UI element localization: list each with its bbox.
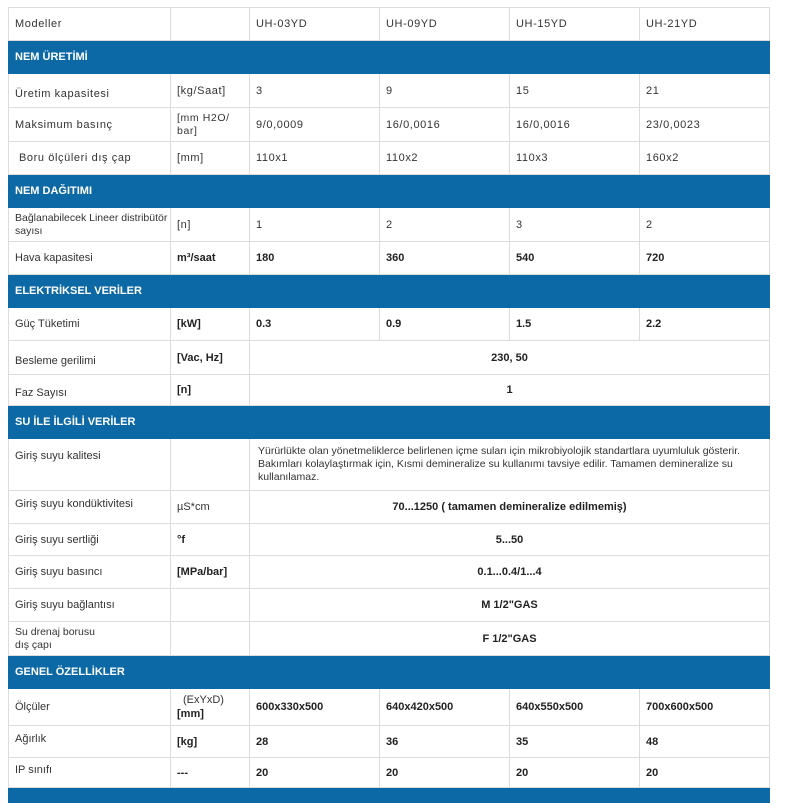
section-footer-bar xyxy=(9,788,770,803)
row-value: 48 xyxy=(640,726,770,758)
table-row xyxy=(9,726,770,758)
row-unit: °f xyxy=(171,524,250,556)
section-title: SU İLE İLGİLİ VERİLER xyxy=(9,406,770,439)
row-value: 9/0,0009 xyxy=(250,108,380,142)
table-row xyxy=(9,142,770,175)
table-row xyxy=(9,242,770,275)
row-unit: [kg/Saat] xyxy=(171,74,250,108)
section-header xyxy=(9,656,770,689)
row-value: 110x2 xyxy=(380,142,510,175)
table-row xyxy=(9,108,770,142)
row-label: IP sınıfı xyxy=(9,758,171,788)
merged-value: 0.1...0.4/1...4 xyxy=(250,556,770,589)
merged-value: 1 xyxy=(250,375,770,406)
row-unit: [n] xyxy=(171,208,250,242)
table-row xyxy=(9,556,770,589)
footer-bar xyxy=(9,788,770,803)
section-header xyxy=(9,175,770,208)
row-value: 16/0,0016 xyxy=(510,108,640,142)
header-row xyxy=(9,8,770,41)
table-row xyxy=(9,74,770,108)
row-unit: [mm] xyxy=(177,708,204,720)
row-label: Giriş suyu kalitesi xyxy=(9,439,171,491)
row-value: 20 xyxy=(510,758,640,788)
merged-value: F 1/2"GAS xyxy=(250,622,770,656)
row-value: 700x600x500 xyxy=(640,689,770,726)
spec-table xyxy=(8,7,770,803)
row-value: 0.3 xyxy=(250,308,380,341)
row-value: 28 xyxy=(250,726,380,758)
model-name: UH-21YD xyxy=(640,8,770,41)
table-row xyxy=(9,689,770,726)
row-value: 180 xyxy=(250,242,380,275)
row-value: 1 xyxy=(250,208,380,242)
model-name: UH-15YD xyxy=(510,8,640,41)
row-unit-top: (ExYxD) xyxy=(183,694,224,706)
row-unit: --- xyxy=(171,758,250,788)
table-row xyxy=(9,524,770,556)
row-value: 20 xyxy=(640,758,770,788)
row-label: Boru ölçüleri dış çap xyxy=(9,142,171,175)
row-label: Güç Tüketimi xyxy=(9,308,171,341)
row-label: Besleme gerilimi xyxy=(9,341,171,375)
row-unit xyxy=(171,439,250,491)
row-value: 23/0,0023 xyxy=(640,108,770,142)
table-row xyxy=(9,758,770,788)
row-unit: [n] xyxy=(171,375,250,406)
row-label: Bağlanabilecek Lineer distribütör sayısı xyxy=(9,208,171,242)
merged-value: 70...1250 ( tamamen demineralize edilmemiş) xyxy=(250,491,770,524)
row-value: 600x330x500 xyxy=(250,689,380,726)
row-value: 360 xyxy=(380,242,510,275)
table-row xyxy=(9,308,770,341)
row-unit: m³/saat xyxy=(171,242,250,275)
row-value: 110x1 xyxy=(250,142,380,175)
row-unit: µS*cm xyxy=(171,491,250,524)
table-row xyxy=(9,208,770,242)
header-label: Modeller xyxy=(9,8,171,41)
table-row xyxy=(9,491,770,524)
row-value: 640x420x500 xyxy=(380,689,510,726)
row-value: 110x3 xyxy=(510,142,640,175)
row-value: 2 xyxy=(380,208,510,242)
row-value: 36 xyxy=(380,726,510,758)
row-unit: [mm H2O/ bar] xyxy=(171,108,250,142)
row-unit-cell xyxy=(171,689,250,726)
header-unit xyxy=(171,8,250,41)
row-unit xyxy=(171,622,250,656)
merged-value: 230, 50 xyxy=(250,341,770,375)
row-label: Ölçüler xyxy=(9,689,171,726)
section-header xyxy=(9,275,770,308)
row-value: 0.9 xyxy=(380,308,510,341)
row-value: 20 xyxy=(250,758,380,788)
table-row xyxy=(9,439,770,491)
model-name: UH-03YD xyxy=(250,8,380,41)
row-value: 21 xyxy=(640,74,770,108)
row-value: 3 xyxy=(250,74,380,108)
section-title: NEM DAĞITIMI xyxy=(9,175,770,208)
row-label: Giriş suyu kondüktivitesi xyxy=(9,491,171,524)
row-unit xyxy=(171,589,250,622)
row-value: 720 xyxy=(640,242,770,275)
row-label: Maksimum basınç xyxy=(9,108,171,142)
row-value: 2.2 xyxy=(640,308,770,341)
merged-value: M 1/2"GAS xyxy=(250,589,770,622)
row-value: 20 xyxy=(380,758,510,788)
row-unit: [kg] xyxy=(171,726,250,758)
table-row xyxy=(9,341,770,375)
section-header xyxy=(9,406,770,439)
row-unit: [mm] xyxy=(171,142,250,175)
row-label: Üretim kapasitesi xyxy=(9,74,171,108)
merged-value: Yürürlükte olan yönetmeliklerce belirlenen içme suları için mikrobiyolojik standartlara uyumluluk gösterir. Bakımları kolaylaştırmak için, Kısmi demineralize su kullanımı tavsiye edilir. Tamamen demineralize su kullanılamaz. xyxy=(250,439,770,491)
row-value: 16/0,0016 xyxy=(380,108,510,142)
section-header xyxy=(9,41,770,74)
table-row xyxy=(9,589,770,622)
row-label: Giriş suyu bağlantısı xyxy=(9,589,171,622)
row-label: Ağırlık xyxy=(9,726,171,758)
row-value: 640x550x500 xyxy=(510,689,640,726)
row-label: Faz Sayısı xyxy=(9,375,171,406)
table-row xyxy=(9,375,770,406)
row-value: 9 xyxy=(380,74,510,108)
row-value: 160x2 xyxy=(640,142,770,175)
row-label: Giriş suyu sertliği xyxy=(9,524,171,556)
row-value: 3 xyxy=(510,208,640,242)
section-title: ELEKTRİKSEL VERİLER xyxy=(9,275,770,308)
table-row xyxy=(9,622,770,656)
row-label: Su drenaj borusu dış çapı xyxy=(9,622,171,656)
row-unit: [MPa/bar] xyxy=(171,556,250,589)
row-label: Hava kapasitesi xyxy=(9,242,171,275)
row-value: 15 xyxy=(510,74,640,108)
row-value: 2 xyxy=(640,208,770,242)
row-unit: [kW] xyxy=(171,308,250,341)
row-value: 1.5 xyxy=(510,308,640,341)
merged-value: 5...50 xyxy=(250,524,770,556)
section-title: NEM ÜRETİMİ xyxy=(9,41,770,74)
row-label: Giriş suyu basıncı xyxy=(9,556,171,589)
section-title: GENEL ÖZELLİKLER xyxy=(9,656,770,689)
row-unit: [Vac, Hz] xyxy=(171,341,250,375)
row-value: 35 xyxy=(510,726,640,758)
row-value: 540 xyxy=(510,242,640,275)
model-name: UH-09YD xyxy=(380,8,510,41)
